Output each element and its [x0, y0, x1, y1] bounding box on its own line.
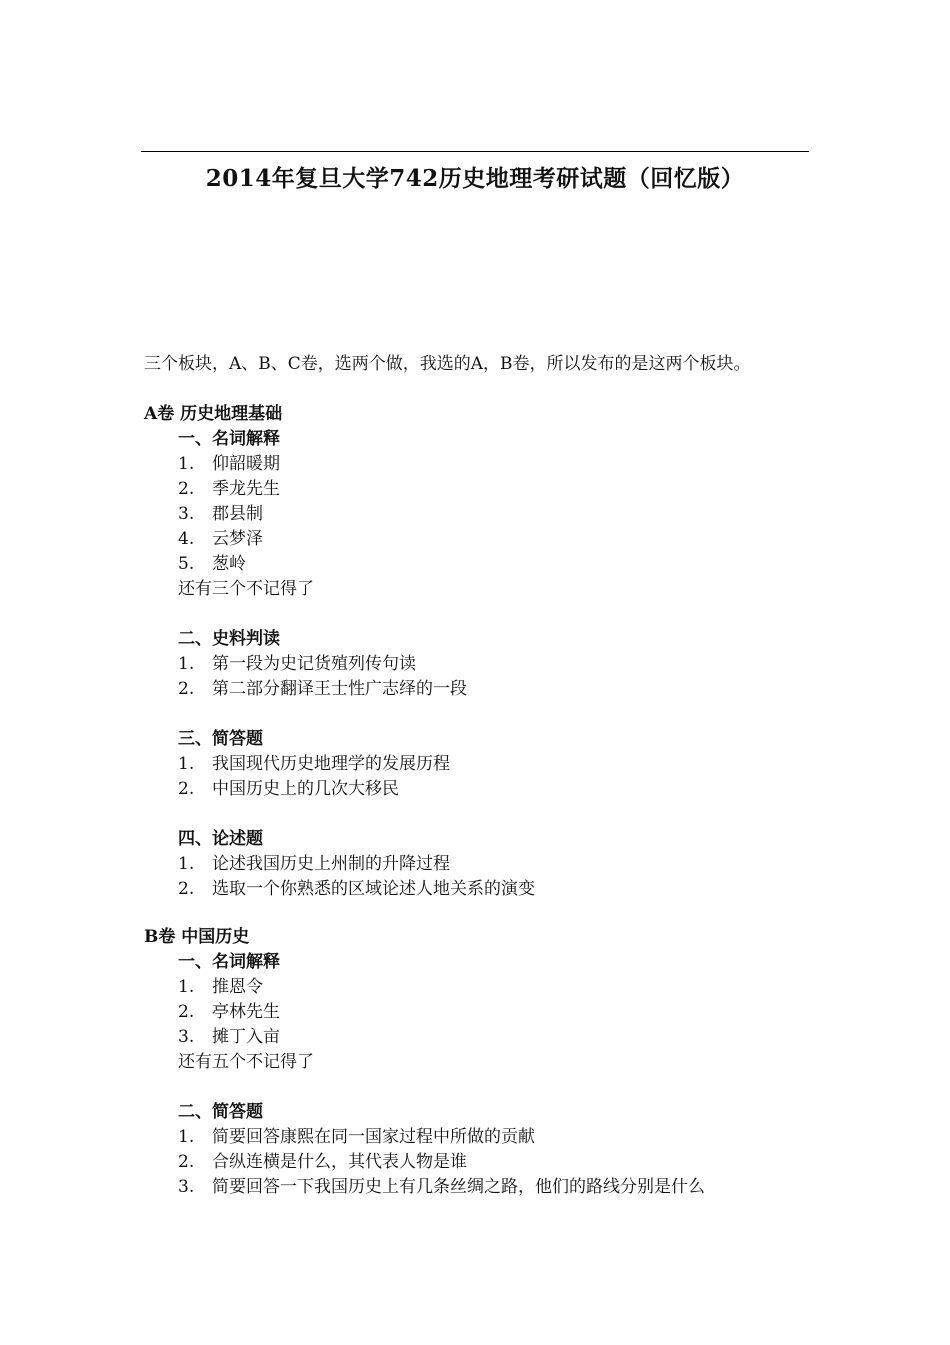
- question-item: 3. 摊丁入亩: [178, 1027, 280, 1047]
- intro-paragraph: 三个板块，A、B、C卷，选两个做，我选的A，B卷，所以发布的是这两个板块。: [144, 354, 751, 374]
- question-item: 4. 云梦泽: [178, 529, 263, 549]
- section-a2: [178, 627, 844, 727]
- question-item: 1. 我国现代历史地理学的发展历程: [178, 754, 450, 774]
- section-note: 还有三个不记得了: [178, 579, 314, 599]
- paper-b-heading: B卷 中国历史: [144, 927, 250, 947]
- section-heading: 一、名词解释: [178, 952, 280, 972]
- question-item: 1. 论述我国历史上州制的升降过程: [178, 854, 450, 874]
- section-heading: 二、史料判读: [178, 629, 280, 649]
- document-title: 2014年复旦大学742历史地理考研试题（回忆版）: [205, 165, 745, 192]
- paper-b: [144, 925, 844, 1200]
- section-heading: 四、论述题: [178, 829, 263, 849]
- question-item: 3. 郡县制: [178, 504, 263, 524]
- question-item: 1. 仰韶暖期: [178, 454, 280, 474]
- question-item: 5. 葱岭: [178, 554, 246, 574]
- paper-a: [144, 402, 844, 902]
- section-b2: [178, 1100, 844, 1200]
- section-heading: 二、简答题: [178, 1102, 263, 1122]
- section-heading: 三、简答题: [178, 729, 263, 749]
- question-item: 2. 亭林先生: [178, 1002, 280, 1022]
- question-item: 3. 简要回答一下我国历史上有几条丝绸之路，他们的路线分别是什么: [178, 1177, 705, 1197]
- section-a4: [178, 827, 844, 902]
- question-item: 1. 推恩令: [178, 977, 263, 997]
- spacer: [178, 802, 844, 827]
- paper-a-heading: A卷 历史地理基础: [144, 404, 283, 424]
- section-note: 还有五个不记得了: [178, 1052, 314, 1072]
- question-item: 1. 第一段为史记货殖列传句读: [178, 654, 416, 674]
- question-item: 2. 第二部分翻译王士性广志绎的一段: [178, 679, 467, 699]
- question-item: 2. 合纵连横是什么，其代表人物是谁: [178, 1152, 467, 1172]
- question-item: 2. 季龙先生: [178, 479, 280, 499]
- section-a3: [178, 727, 844, 827]
- section-heading: 一、名词解释: [178, 429, 280, 449]
- spacer: [178, 702, 844, 727]
- spacer: [178, 602, 844, 627]
- question-item: 2. 中国历史上的几次大移民: [178, 779, 399, 799]
- question-item: 2. 选取一个你熟悉的区域论述人地关系的演变: [178, 879, 535, 899]
- section-b1: [178, 950, 844, 1100]
- section-a1: [178, 427, 844, 627]
- header-rule: [141, 151, 809, 152]
- spacer: [178, 1075, 844, 1100]
- question-item: 1. 简要回答康熙在同一国家过程中所做的贡献: [178, 1127, 535, 1147]
